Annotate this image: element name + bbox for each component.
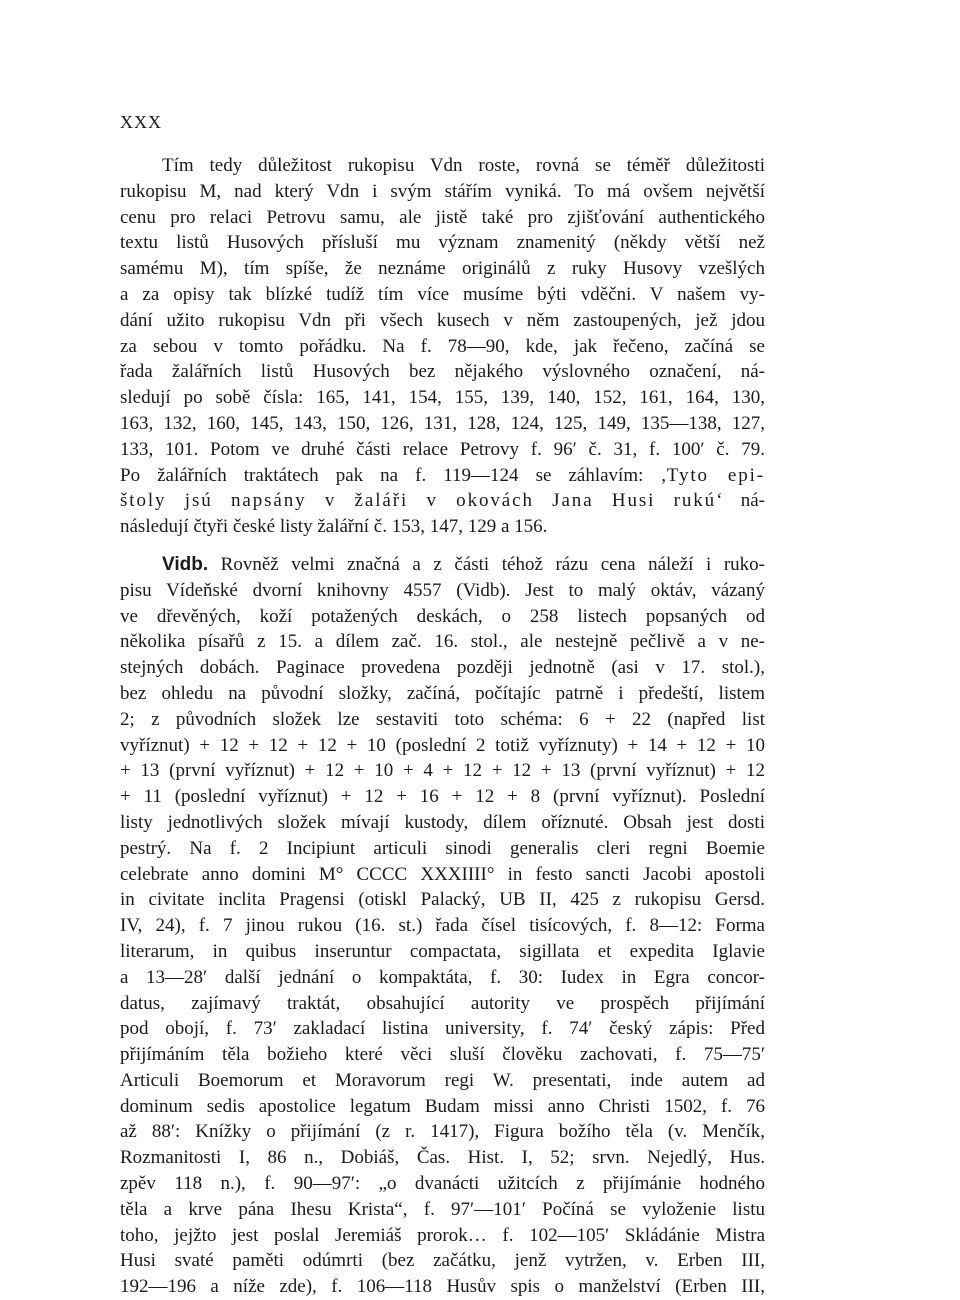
- text-line: následují čtyři české listy žalářní č. 153, 147, 129 a 156.: [120, 516, 548, 538]
- text-line: zpěv 118 n.), f. 90—97′: „o dvanácti užitcích z přijímánie hodného: [120, 1173, 765, 1195]
- text-line: přijímáním těla božieho které věci sluší člověku zachovati, f. 75—75′: [120, 1044, 765, 1066]
- text-line: datus, zajímavý traktát, obsahující autority ve prospěch přijímání: [120, 992, 765, 1014]
- text-line: těla a krve pána Ihesu Krista“, f. 97′—101′ Počíná se vyloženie listu: [120, 1198, 765, 1220]
- text-line: in civitate inclita Pragensi (otiskl Palacký, UB II, 425 z rukopisu Gersd.: [120, 889, 765, 911]
- text-line: [120, 488, 765, 514]
- text-line: samému M), tím spíše, že neznáme originálů z ruky Husovy vzešlých: [120, 258, 765, 280]
- text-line: dání užito rukopisu Vdn při všech kusech v něm zastoupených, jež jdou: [120, 309, 765, 331]
- text-line: pod obojí, f. 73′ zakladací listina university, f. 74′ český zápis: Před: [120, 1018, 765, 1040]
- text-line: stejných dobách. Paginace provedena později jednotně (asi v 17. stol.),: [120, 657, 765, 679]
- text-line: až 88′: Knížky o přijímání (z r. 1417), Figura božího těla (v. Menčík,: [120, 1121, 765, 1143]
- text-line: Rozmanitosti I, 86 n., Dobiáš, Čas. Hist. I, 52; srvn. Nejedlý, Hus.: [120, 1147, 765, 1169]
- text-segment: Po žalářních traktátech pak na f. 119—124 se záhlavím: ‚: [120, 464, 667, 486]
- siglum-heading: Vidb.: [162, 553, 209, 575]
- text-line: IV, 24), f. 7 jinou rukou (16. st.) řada čísel tisícových, f. 8—12: Forma: [120, 915, 765, 937]
- text-line: 163, 132, 160, 145, 143, 150, 126, 131, 128, 124, 125, 149, 135—138, 127,: [120, 412, 765, 434]
- page-number: XXX: [120, 112, 162, 132]
- text-line: několika písařů z 15. a dílem zač. 16. stol., ale nestejně pečlivě a v ne-: [120, 631, 765, 653]
- text-line: Tím tedy důležitost rukopisu Vdn roste, rovná se téměř důležitosti: [162, 155, 765, 176]
- text-line: pisu Vídeňské dvorní knihovny 4557 (Vidb). Jest to malý oktáv, vázaný: [120, 579, 765, 601]
- text-line: rukopisu M, nad který Vdn i svým stářím vyniká. To má ovšem největší: [120, 180, 765, 202]
- spaced-quotation: Tyto epi-: [666, 464, 766, 486]
- text-line: cenu pro relaci Petrovu samu, ale jistě také pro zjišťování authentického: [120, 206, 765, 228]
- text-line: Articuli Boemorum et Moravorum regi W. presentati, inde autem ad: [120, 1069, 765, 1091]
- text-line: celebrate anno domini M° CCCC XXXIIII° in festo sancti Jacobi apostoli: [120, 863, 765, 885]
- text-line: Husi svaté paměti odúmrti (bez začátku, jenž vytržen, v. Erben III,: [120, 1250, 765, 1272]
- text-line: za sebou v tomto pořádku. Na f. 78—90, kde, jak řečeno, začíná se: [120, 335, 765, 357]
- text-line: textu listů Husových přísluší mu význam znamenitý (někdy větší než: [120, 232, 765, 254]
- text-line: dominum sedis apostolice legatum Budam missi anno Christi 1502, f. 76: [120, 1095, 765, 1117]
- paragraph-vidb-manuscript: [120, 552, 765, 1300]
- text-line: ve dřevěných, koží potažených deskách, o 258 listech popsaných od: [120, 605, 765, 627]
- text-line: pestrý. Na f. 2 Incipiunt articuli sinodi generalis cleri regni Boemie: [120, 837, 765, 859]
- text-line: [120, 463, 765, 489]
- text-line: literarum, in quibus inseruntur compactata, sigillata et expedita Iglavie: [120, 940, 765, 962]
- text-line: toho, jejžto jest poslal Jeremiáš prorok… f. 102—105′ Skládánie Mistra: [120, 1224, 765, 1246]
- text-line: a za opisy tak blízké tudíž tím více musíme býti vděčni. V našem vy-: [120, 283, 765, 305]
- spaced-quotation: štoly jsú napsány v žaláři v okovách Jana Husi rukú‘: [120, 490, 725, 512]
- text-line: a 13—28′ další jednání o kompaktáta, f. 30: Iudex in Egra concor-: [120, 966, 765, 988]
- text-line: + 13 (první vyříznut) + 12 + 10 + 4 + 12 + 12 + 13 (první vyříznut) + 12: [120, 760, 765, 782]
- text-line: 2; z původních složek lze sestaviti toto schéma: 6 + 22 (napřed list: [120, 708, 765, 730]
- text-line: listy jednotlivých složek mívají kustody, dílem oříznuté. Obsah jest dosti: [120, 811, 765, 833]
- text-segment: Rovněž velmi značná a z části téhož rázu cena náleží i ruko-: [208, 553, 765, 575]
- text-line: 133, 101. Potom ve druhé části relace Petrovy f. 96′ č. 31, f. 100′ č. 79.: [120, 438, 765, 460]
- text-line: [120, 552, 765, 578]
- text-line: řada žalářních listů Husových bez nějakého výslovného označení, ná-: [120, 361, 765, 383]
- text-line: + 11 (poslední vyříznut) + 12 + 16 + 12 + 8 (první vyříznut). Poslední: [120, 786, 765, 808]
- page-body: [120, 153, 765, 1300]
- paragraph-reliability-of-vdn: [120, 153, 765, 540]
- text-line: vyříznut) + 12 + 12 + 12 + 10 (poslední 2 totiž vyříznuty) + 14 + 12 + 10: [120, 734, 765, 756]
- text-line: sledují po sobě čísla: 165, 141, 154, 155, 139, 140, 152, 161, 164, 130,: [120, 387, 765, 409]
- text-segment: ná-: [724, 490, 765, 512]
- text-line: bez ohledu na původní složky, začíná, počítajíc patrně i předeští, listem: [120, 682, 765, 704]
- text-line: 192—196 a níže zde), f. 106—118 Husův spis o manželství (Erben III,: [120, 1276, 765, 1298]
